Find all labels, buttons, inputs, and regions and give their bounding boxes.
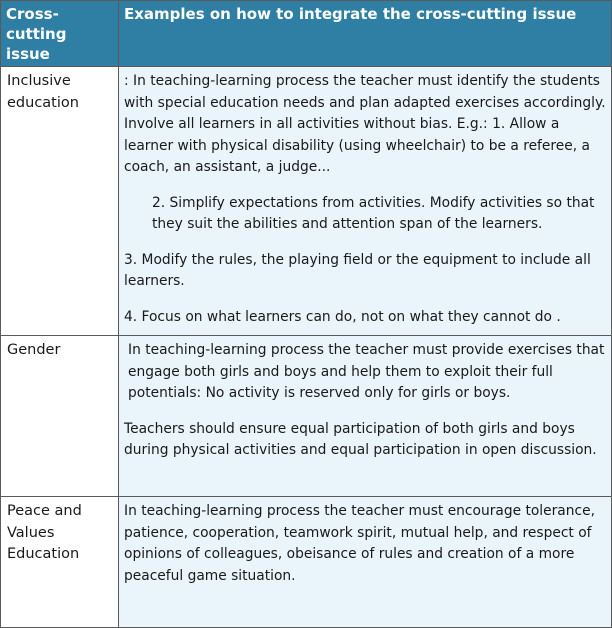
issue-cell: Gender xyxy=(1,336,119,497)
table-row xyxy=(1,67,612,336)
example-paragraph: Teachers should ensure equal participation of both girls and boys during physical activities and equal participation in open discussion. xyxy=(124,420,597,458)
example-paragraph: 4. Focus on what learners can do, not on what they cannot do . xyxy=(124,308,561,325)
header-examples: Examples on how to integrate the cross-cutting issue xyxy=(119,1,612,67)
table-header-row xyxy=(1,1,612,67)
header-cross-cutting-issue: Cross-cutting issue xyxy=(1,1,119,67)
examples-cell xyxy=(119,67,612,336)
example-paragraph: 3. Modify the rules, the playing field or the equipment to include all learners. xyxy=(124,251,591,289)
table-row xyxy=(1,336,612,497)
examples-cell xyxy=(119,497,612,628)
issue-cell: Inclusive education xyxy=(1,67,119,336)
example-paragraph: In teaching-learning process the teacher must encourage tolerance, patience, cooperation, teamwork spirit, mutual help, and respect of opinions of colleagues, obeisance of rules and creation of a more peaceful game situation. xyxy=(124,503,595,584)
example-paragraph: 2. Simplify expectations from activities. Modify activities so that they suit the abilities and attention span of the learners. xyxy=(152,194,595,232)
issue-cell: Peace and Values Education xyxy=(1,497,119,628)
table-row xyxy=(1,497,612,628)
examples-cell xyxy=(119,336,612,497)
example-paragraph: In teaching-learning process the teacher must provide exercises that engage both girls and boys and help them to exploit their full potentials: No activity is reserved only for girls or boys. xyxy=(128,342,605,401)
example-paragraph: : In teaching-learning process the teacher must identify the students with special education needs and plan adapted exercises accordingly. Involve all learners in all activities without bias. E.g.: 1. Allow a learner with physical disability (using wheelchair) to be a referee, a coach, an assistant, a judge... xyxy=(124,73,606,175)
